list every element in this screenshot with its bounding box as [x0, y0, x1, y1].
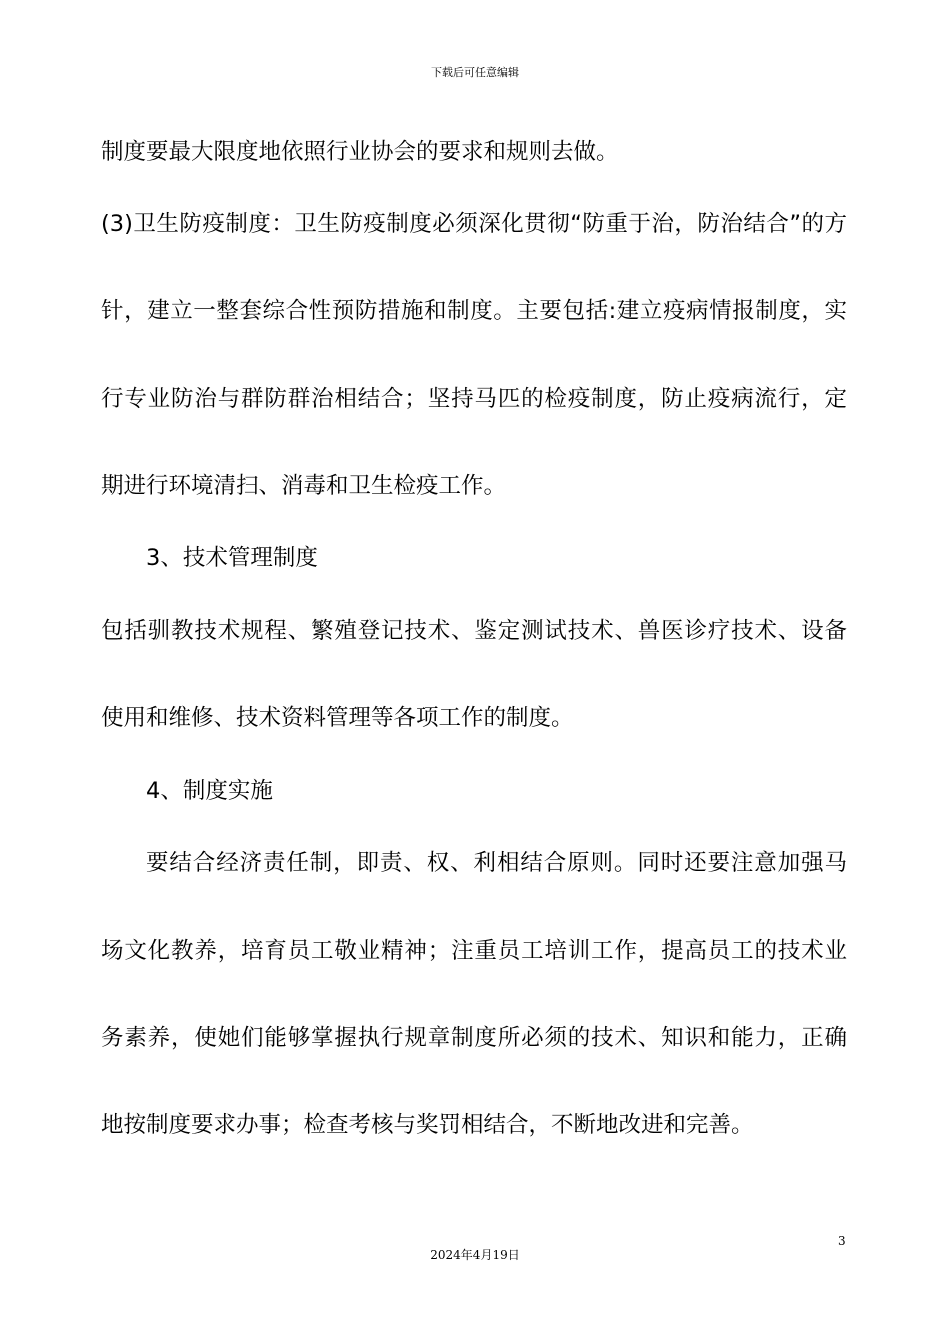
paragraph-line: (3)卫生防疫制度：卫生防疫制度必须深化贯彻“防重于治，防治结合”的方	[101, 211, 847, 237]
footer-date: 2024年4月19日	[430, 1248, 520, 1262]
paragraph-line: 要结合经济责任制，即责、权、利相结合原则。同时还要注意加强马	[146, 850, 847, 876]
paragraph-line: 地按制度要求办事；检查考核与奖罚相结合，不断地改进和完善。	[101, 1112, 754, 1138]
paragraph-line: 制度要最大限度地依照行业协会的要求和规则去做。	[101, 139, 619, 165]
section-heading: 3、技术管理制度	[146, 545, 318, 571]
section-heading: 4、制度实施	[146, 778, 273, 804]
paragraph-line: 期进行环境清扫、消毒和卫生检疫工作。	[101, 473, 507, 499]
paragraph-line: 针，建立一整套综合性预防措施和制度。主要包括:建立疫病情报制度，实	[101, 298, 847, 324]
paragraph-line: 场文化教养，培育员工敬业精神；注重员工培训工作，提高员工的技术业	[101, 938, 847, 964]
paragraph-line: 务素养，使她们能够掌握执行规章制度所必须的技术、知识和能力，正确	[101, 1025, 847, 1051]
page-header: 下载后可任意编辑	[431, 66, 519, 79]
paragraph-line: 行专业防治与群防群治相结合；坚持马匹的检疫制度，防止疫病流行，定	[101, 386, 847, 412]
page-number: 3	[838, 1234, 846, 1248]
paragraph-line: 使用和维修、技术资料管理等各项工作的制度。	[101, 705, 574, 731]
paragraph-line: 包括驯教技术规程、繁殖登记技术、鉴定测试技术、兽医诊疗技术、设备	[101, 618, 847, 644]
